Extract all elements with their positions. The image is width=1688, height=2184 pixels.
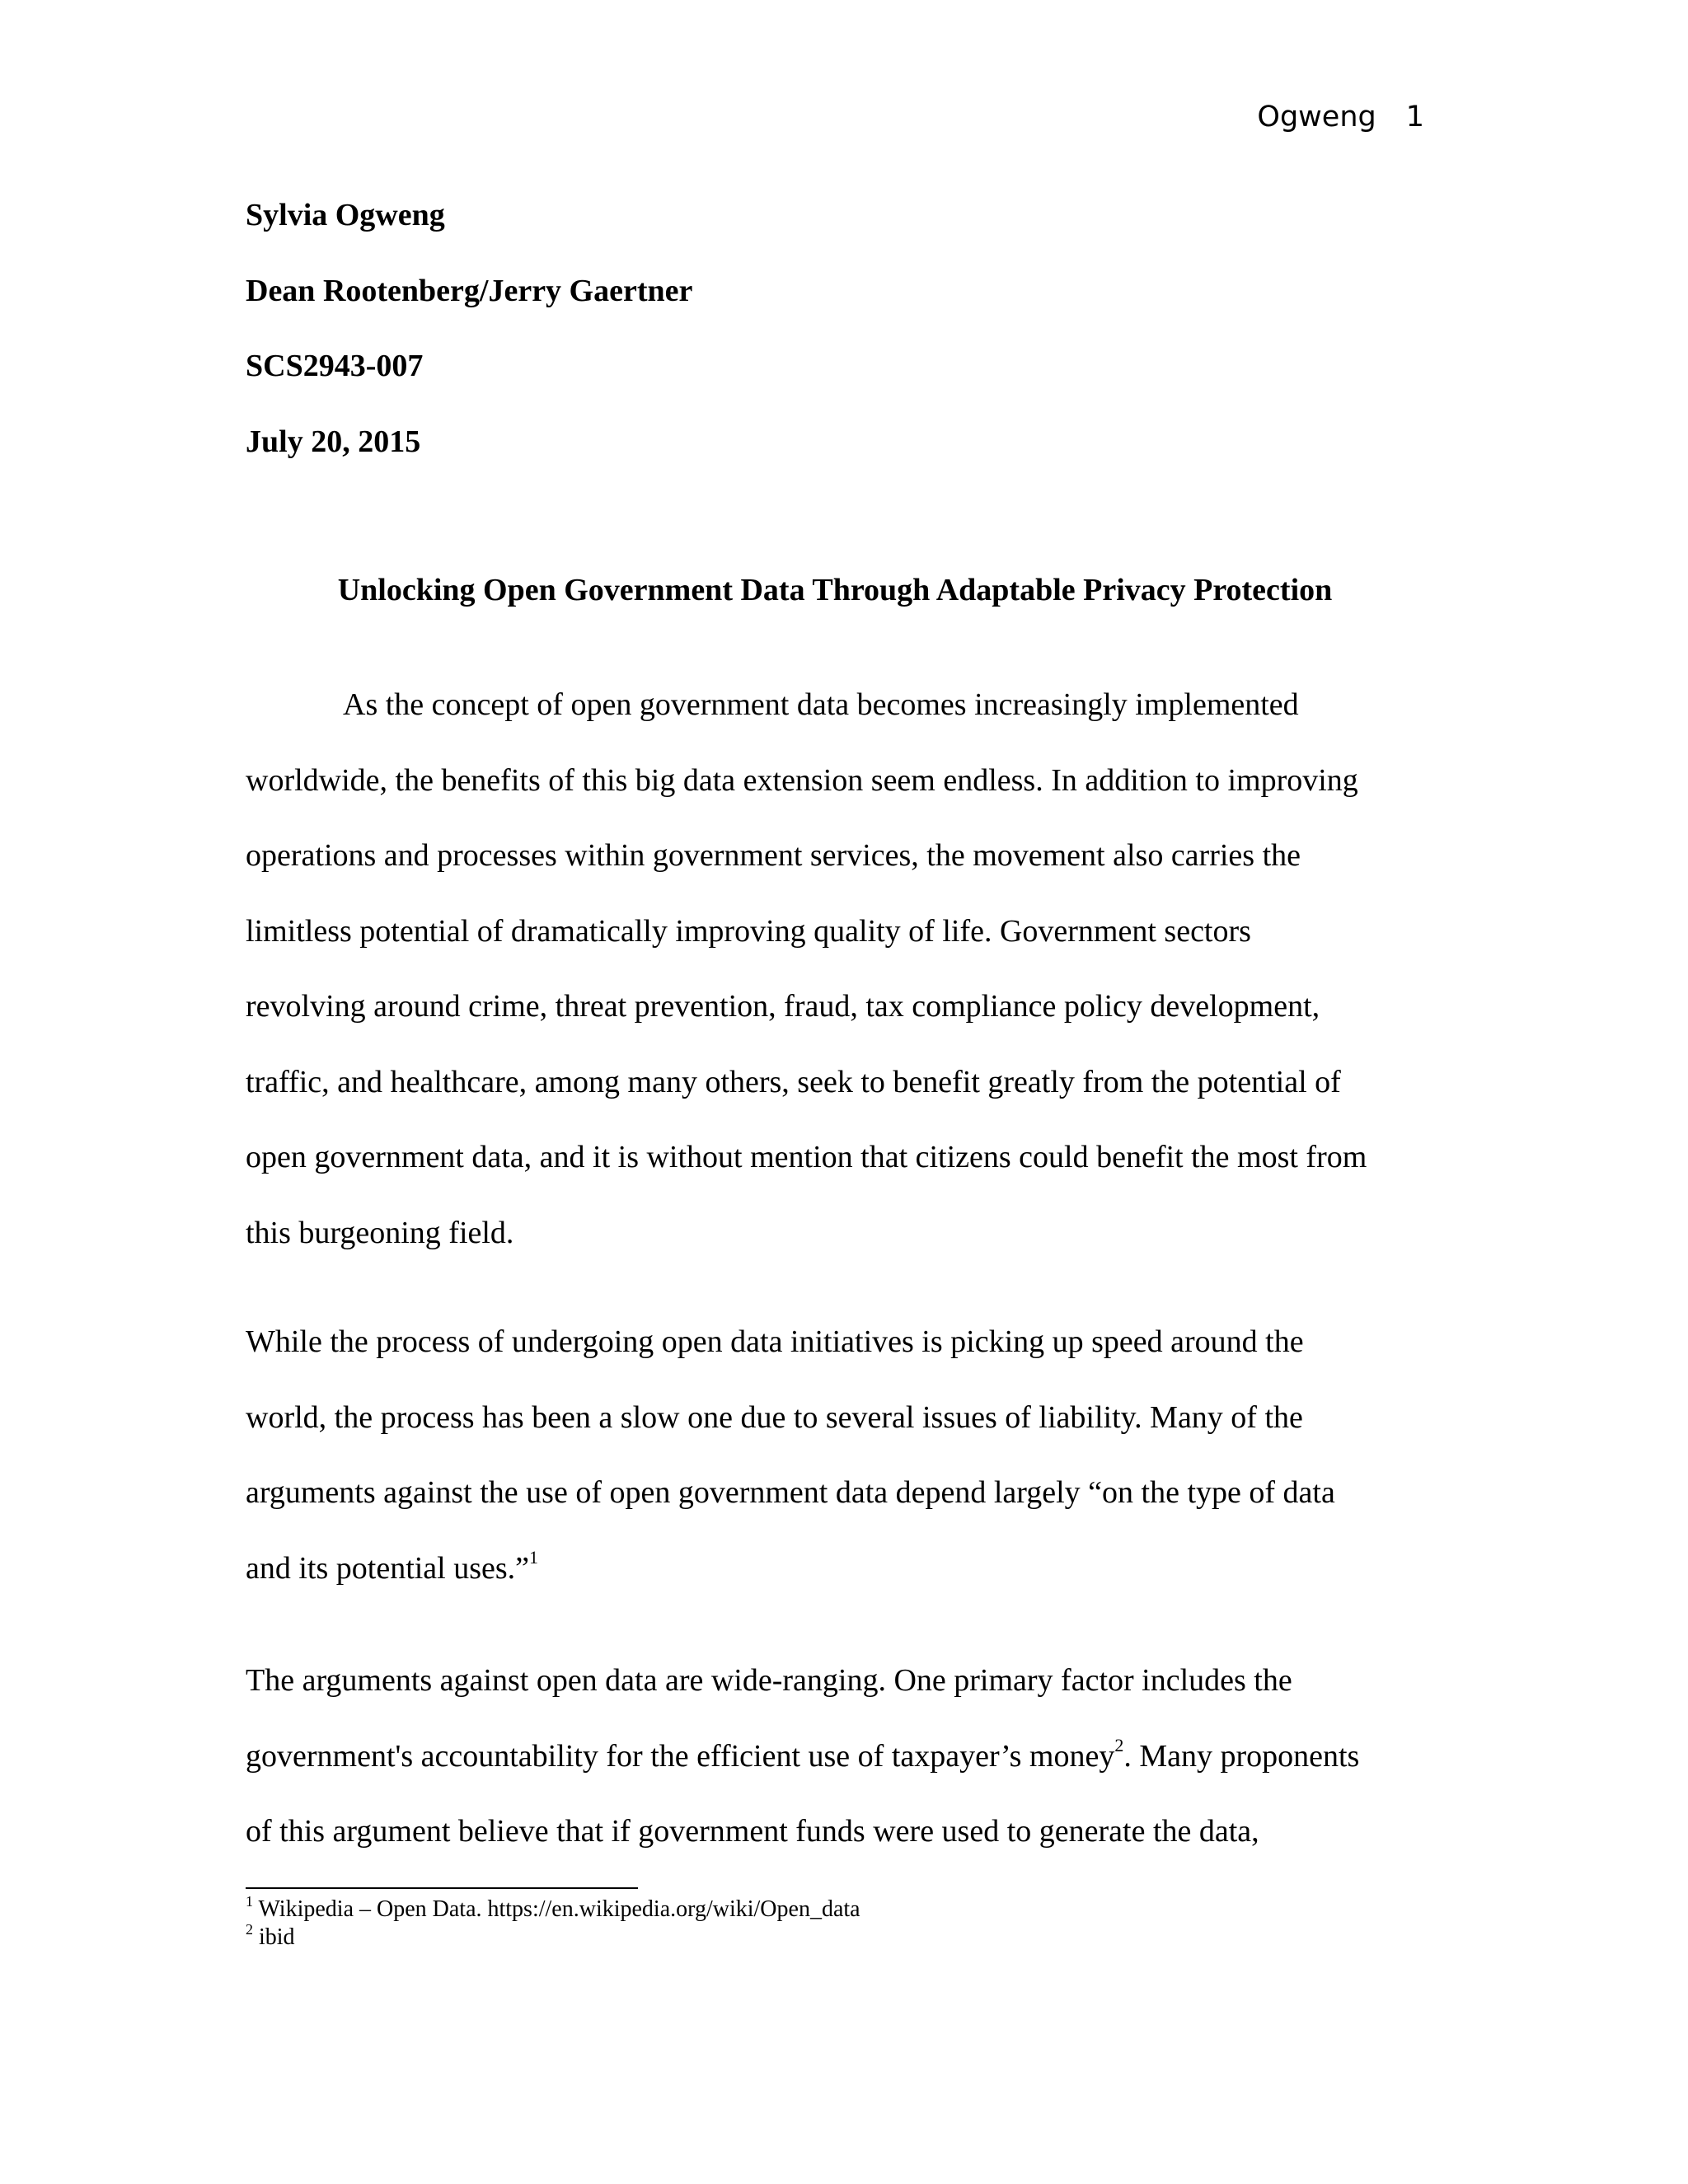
footnote-ref: 1	[529, 1546, 539, 1568]
footnote-number: 2	[246, 1920, 253, 1938]
footnote-number: 1	[246, 1892, 253, 1910]
paragraph-line	[246, 1719, 1424, 1795]
paragraph-line: arguments against the use of open government data depend largely “on the type of data	[246, 1475, 1335, 1510]
header-author-surname: Ogweng	[1257, 101, 1376, 134]
course-code: SCS2943-007	[246, 349, 424, 383]
paragraph-line: limitless potential of dramatically improving quality of life. Government sectors	[246, 913, 1251, 949]
footnote-2	[246, 1920, 1424, 1952]
paragraph-line: open government data, and it is without mention that citizens could benefit the most from	[246, 1140, 1367, 1174]
paragraph-3	[246, 1643, 1424, 1870]
submission-date: July 20, 2015	[246, 424, 421, 459]
paragraph-line: operations and processes within government services, the movement also carries the	[246, 838, 1301, 873]
paragraph-line: worldwide, the benefits of this big data extension seem endless. In addition to improving	[246, 762, 1358, 798]
paragraph-line: revolving around crime, threat prevention, fraud, tax compliance policy development,	[246, 989, 1320, 1024]
paragraph-line: While the process of undergoing open data initiatives is picking up speed around the	[246, 1324, 1304, 1359]
footnote-divider	[246, 1887, 638, 1889]
paragraph-line: traffic, and healthcare, among many others, seek to benefit greatly from the potential of	[246, 1064, 1341, 1099]
student-name: Sylvia Ogweng	[246, 198, 445, 232]
essay-title: Unlocking Open Government Data Through Adaptable Privacy Protection	[337, 573, 1333, 607]
instructor-names: Dean Rootenberg/Jerry Gaertner	[246, 273, 693, 308]
paragraph-text: and its potential uses.”	[246, 1550, 530, 1586]
paragraph-2	[246, 1305, 1424, 1606]
footnote-text: ibid	[253, 1924, 295, 1950]
footnote-text: Wikipedia – Open Data. https://en.wikipedia.org/wiki/Open_data	[253, 1896, 860, 1922]
paragraph-1	[246, 668, 1424, 1271]
paragraph-line: of this argument believe that if government funds were used to generate the data,	[246, 1814, 1259, 1849]
footnotes	[246, 1892, 1424, 1952]
paragraph-line: world, the process has been a slow one due to several issues of liability. Many of the	[246, 1399, 1303, 1435]
paragraph-text: government's accountability for the efficient use of taxpayer’s money	[246, 1738, 1115, 1774]
paragraph-line	[246, 1531, 1424, 1607]
running-header	[1257, 96, 1424, 138]
footnote-ref: 2	[1114, 1734, 1124, 1755]
header-page-number: 1	[1405, 101, 1424, 134]
paragraph-line: As the concept of open government data becomes increasingly implemented	[343, 687, 1299, 722]
paragraph-text: . Many proponents	[1123, 1738, 1360, 1774]
paragraph-line: The arguments against open data are wide-ranging. One primary factor includes the	[246, 1663, 1292, 1698]
paragraph-line: this burgeoning field.	[246, 1215, 514, 1250]
footnote-1	[246, 1892, 1424, 1924]
heading-block	[246, 178, 1424, 480]
